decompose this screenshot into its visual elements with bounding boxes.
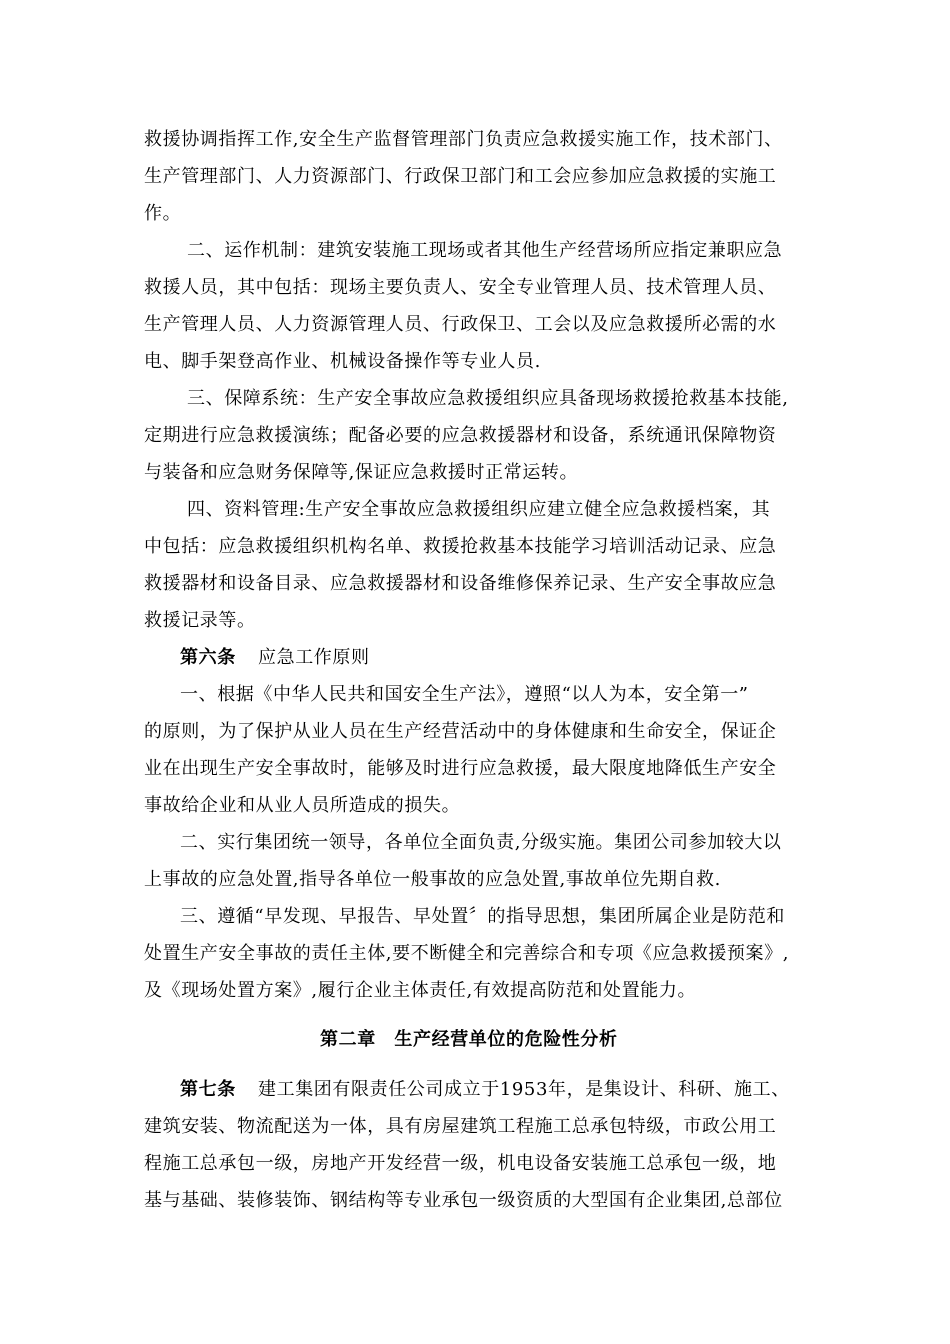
paragraph-line: 定期进行应急救援演练；配备必要的应急救援器材和设备，系统通讯保障物资	[144, 425, 777, 446]
paragraph-line: 生产管理人员、人力资源管理人员、行政保卫、工会以及应急救援所必需的水	[144, 314, 777, 335]
paragraph-line: 上事故的应急处置,指导各单位一般事故的应急处置,事故单位先期自救.	[144, 869, 721, 890]
paragraph-line: 业在出现生产安全事故时，能够及时进行应急救援，最大限度地降低生产安全	[144, 758, 777, 779]
paragraph-line: 中包括：应急救援组织机构名单、救援抢救基本技能学习培训活动记录、应急	[144, 536, 777, 557]
paragraph-line: 的原则，为了保护从业人员在生产经营活动中的身体健康和生命安全，保证企	[144, 721, 777, 742]
paragraph-line: 与装备和应急财务保障等,保证应急救援时正常运转。	[144, 462, 579, 483]
paragraph-line: 程施工总承包一级，房地产开发经营一级，机电设备安装施工总承包一级，地	[144, 1153, 777, 1174]
paragraph-line: 作。	[144, 203, 182, 224]
paragraph-line: 救援协调指挥工作,安全生产监督管理部门负责应急救援实施工作，技术部门、	[144, 129, 783, 150]
paragraph-line: 二、运作机制：建筑安装施工现场或者其他生产经营场所应指定兼职应急	[187, 240, 783, 261]
paragraph-line: 三、保障系统：生产安全事故应急救援组织应具备现场救援抢救基本技能,	[187, 388, 789, 409]
article-number: 第七条	[180, 1079, 236, 1100]
paragraph-line: 救援人员，其中包括：现场主要负责人、安全专业管理人员、技术管理人员、	[144, 277, 777, 298]
article-title: 应急工作原则	[258, 647, 370, 668]
paragraph-line: 一、根据《中华人民共和国安全生产法》，遵照“以人为本，安全第一”	[180, 684, 749, 705]
article-number: 第六条	[180, 647, 236, 668]
paragraph-line: 及《现场处置方案》,履行企业主体责任,有效提高防范和处置能力。	[144, 980, 697, 1001]
paragraph-line: 救援记录等。	[144, 610, 256, 631]
paragraph-line: 电、脚手架登高作业、机械设备操作等专业人员.	[144, 351, 541, 372]
paragraph-line: 救援器材和设备目录、应急救援器材和设备维修保养记录、生产安全事故应急	[144, 573, 777, 594]
paragraph-line: 建工集团有限责任公司成立于1953年，是集设计、科研、施工、	[258, 1079, 790, 1100]
paragraph-line: 四、资料管理:生产安全事故应急救援组织应建立健全应急救援档案，其	[187, 499, 771, 520]
paragraph-line: 生产管理部门、人力资源部门、行政保卫部门和工会应参加应急救援的实施工	[144, 166, 777, 187]
paragraph-line: 事故给企业和从业人员所造成的损失。	[144, 795, 461, 816]
paragraph-line: 二、实行集团统一领导，各单位全面负责,分级实施。集团公司参加较大以	[180, 832, 782, 853]
paragraph-line: 基与基础、装修装饰、钢结构等专业承包一级资质的大型国有企业集团,总部位	[144, 1190, 783, 1211]
paragraph-line: 处置生产安全事故的责任主体,要不断健全和完善综合和专项《应急救援预案》,	[144, 943, 790, 964]
paragraph-line: 三、遵循“早发现、早报告、早处置〞的指导思想，集团所属企业是防范和	[180, 906, 785, 927]
paragraph-line: 建筑安装、物流配送为一体，具有房屋建筑工程施工总承包特级，市政公用工	[144, 1116, 777, 1137]
chapter-heading: 第二章 生产经营单位的危险性分析	[320, 1029, 618, 1050]
